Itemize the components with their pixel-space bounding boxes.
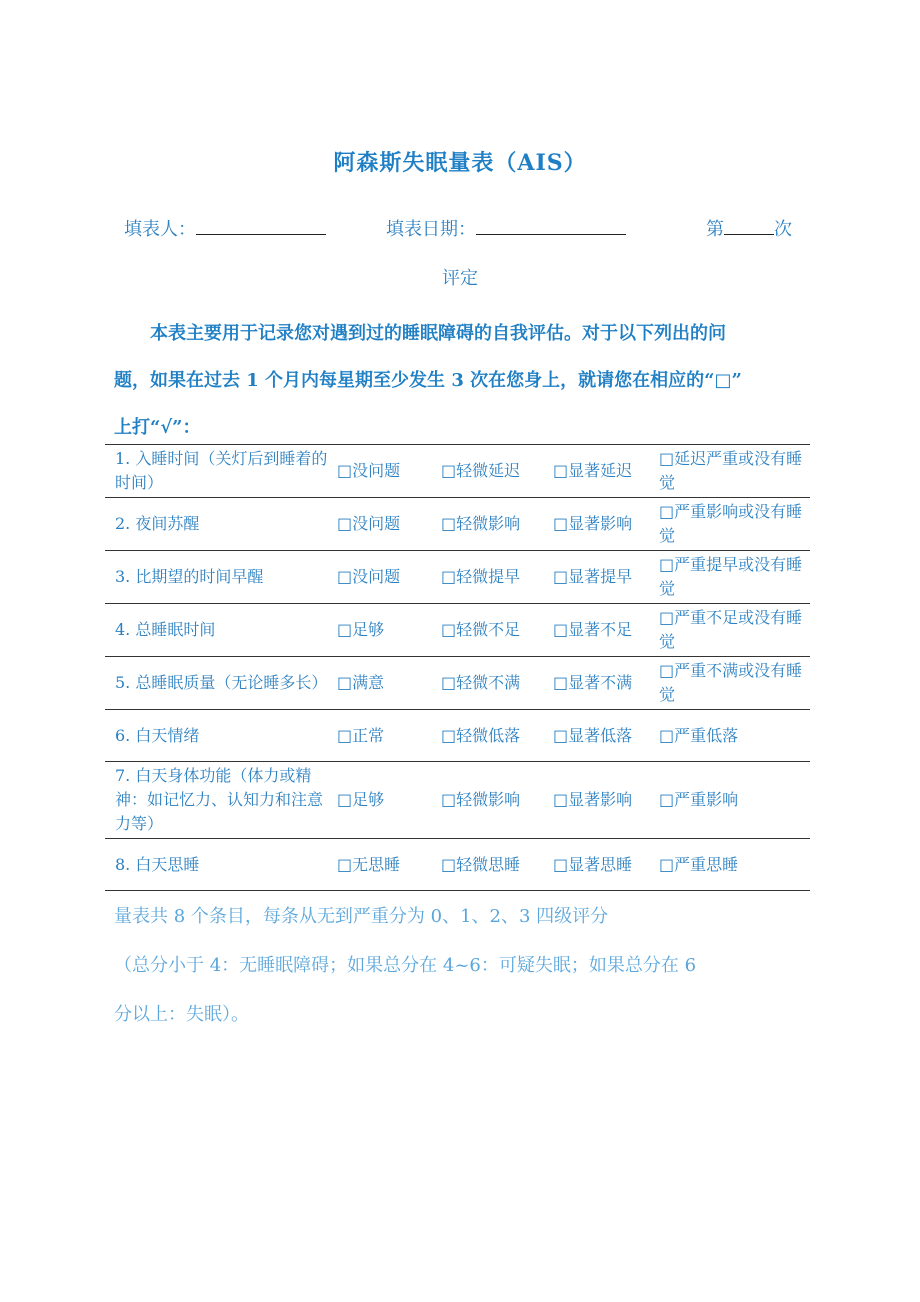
option-checkbox[interactable]: □显著不足	[553, 620, 633, 639]
item-label: 6. 白天情绪	[115, 725, 200, 745]
option-checkbox[interactable]: □轻微低落	[441, 725, 521, 745]
table-row	[105, 551, 810, 604]
filler-label: 填表人：	[124, 219, 196, 240]
filler-field	[124, 215, 326, 241]
table-row	[105, 498, 810, 551]
table-row	[105, 445, 810, 498]
scoring-line: （总分小于 4：无睡眠障碍；如果总分在 4~6：可疑失眠；如果总分在 6	[114, 955, 697, 976]
option-checkbox[interactable]: □足够	[337, 620, 385, 639]
option-checkbox[interactable]: □严重思睡	[659, 854, 739, 874]
count-blank[interactable]	[724, 216, 774, 235]
count-field	[706, 215, 792, 241]
count-prefix: 第	[706, 219, 724, 240]
subtitle: 评定	[442, 268, 478, 289]
item-label: 2. 夜间苏醒	[115, 514, 200, 533]
option-checkbox[interactable]: □没问题	[337, 567, 401, 586]
option-checkbox[interactable]: □没问题	[337, 514, 401, 533]
filler-blank[interactable]	[196, 216, 326, 235]
option-checkbox[interactable]: □足够	[337, 790, 385, 809]
option-checkbox[interactable]: □轻微不满	[441, 673, 521, 692]
date-blank[interactable]	[476, 216, 626, 235]
option-checkbox[interactable]: □显著不满	[553, 673, 633, 692]
option-checkbox[interactable]: □显著思睡	[553, 854, 633, 874]
intro-line: 上打“√”：	[114, 417, 201, 438]
option-checkbox[interactable]: □显著低落	[553, 725, 633, 745]
item-label: 8. 白天思睡	[115, 854, 200, 874]
option-checkbox[interactable]: □显著影响	[553, 790, 633, 809]
table-row	[105, 604, 810, 657]
option-checkbox[interactable]: □严重提早或没有睡觉	[659, 555, 803, 598]
option-checkbox[interactable]: □轻微不足	[441, 620, 521, 639]
intro-line: 题，如果在过去 1 个月内每星期至少发生 3 次在您身上，就请您在相应的“□”	[114, 370, 742, 391]
table-row	[105, 762, 810, 839]
option-checkbox[interactable]: □严重低落	[659, 725, 739, 745]
option-checkbox[interactable]: □严重不满或没有睡觉	[659, 661, 803, 704]
scoring-line: 量表共 8 个条目，每条从无到严重分为 0、1、2、3 四级评分	[114, 906, 609, 927]
scoring-line: 分以上：失眠）。	[114, 1004, 249, 1025]
item-label: 7. 白天身体功能（体力或精神：如记忆力、认知力和注意力等）	[115, 766, 324, 833]
option-checkbox[interactable]: □严重不足或没有睡觉	[659, 608, 803, 651]
option-checkbox[interactable]: □显著延迟	[553, 461, 633, 480]
item-label: 5. 总睡眠质量（无论睡多长）	[115, 673, 328, 692]
table-row	[105, 839, 810, 891]
option-checkbox[interactable]: □显著影响	[553, 514, 633, 533]
option-checkbox[interactable]: □严重影响或没有睡觉	[659, 502, 803, 545]
option-checkbox[interactable]: □没问题	[337, 461, 401, 480]
scoring-note	[114, 892, 814, 1039]
table-row	[105, 657, 810, 710]
page-title: 阿森斯失眠量表（AIS）	[333, 150, 587, 176]
item-label: 1. 入睡时间（关灯后到睡着的时间）	[115, 449, 328, 492]
ais-table	[105, 444, 810, 891]
option-checkbox[interactable]: □显著提早	[553, 567, 633, 586]
date-field	[386, 215, 626, 241]
option-checkbox[interactable]: □满意	[337, 673, 385, 692]
item-label: 3. 比期望的时间早醒	[115, 567, 264, 586]
option-checkbox[interactable]: □轻微影响	[441, 514, 521, 533]
intro-line: 本表主要用于记录您对遇到过的睡眠障碍的自我评估。对于以下列出的问	[150, 323, 726, 344]
table-row	[105, 710, 810, 762]
option-checkbox[interactable]: □轻微延迟	[441, 461, 521, 480]
date-label: 填表日期：	[386, 219, 476, 240]
count-suffix: 次	[774, 219, 792, 240]
intro-paragraph	[114, 310, 810, 451]
option-checkbox[interactable]: □轻微思睡	[441, 854, 521, 874]
item-label: 4. 总睡眠时间	[115, 620, 216, 639]
option-checkbox[interactable]: □轻微影响	[441, 790, 521, 809]
option-checkbox[interactable]: □严重影响	[659, 790, 739, 809]
option-checkbox[interactable]: □无思睡	[337, 854, 401, 874]
option-checkbox[interactable]: □轻微提早	[441, 567, 521, 586]
option-checkbox[interactable]: □正常	[337, 725, 385, 745]
option-checkbox[interactable]: □延迟严重或没有睡觉	[659, 449, 803, 492]
